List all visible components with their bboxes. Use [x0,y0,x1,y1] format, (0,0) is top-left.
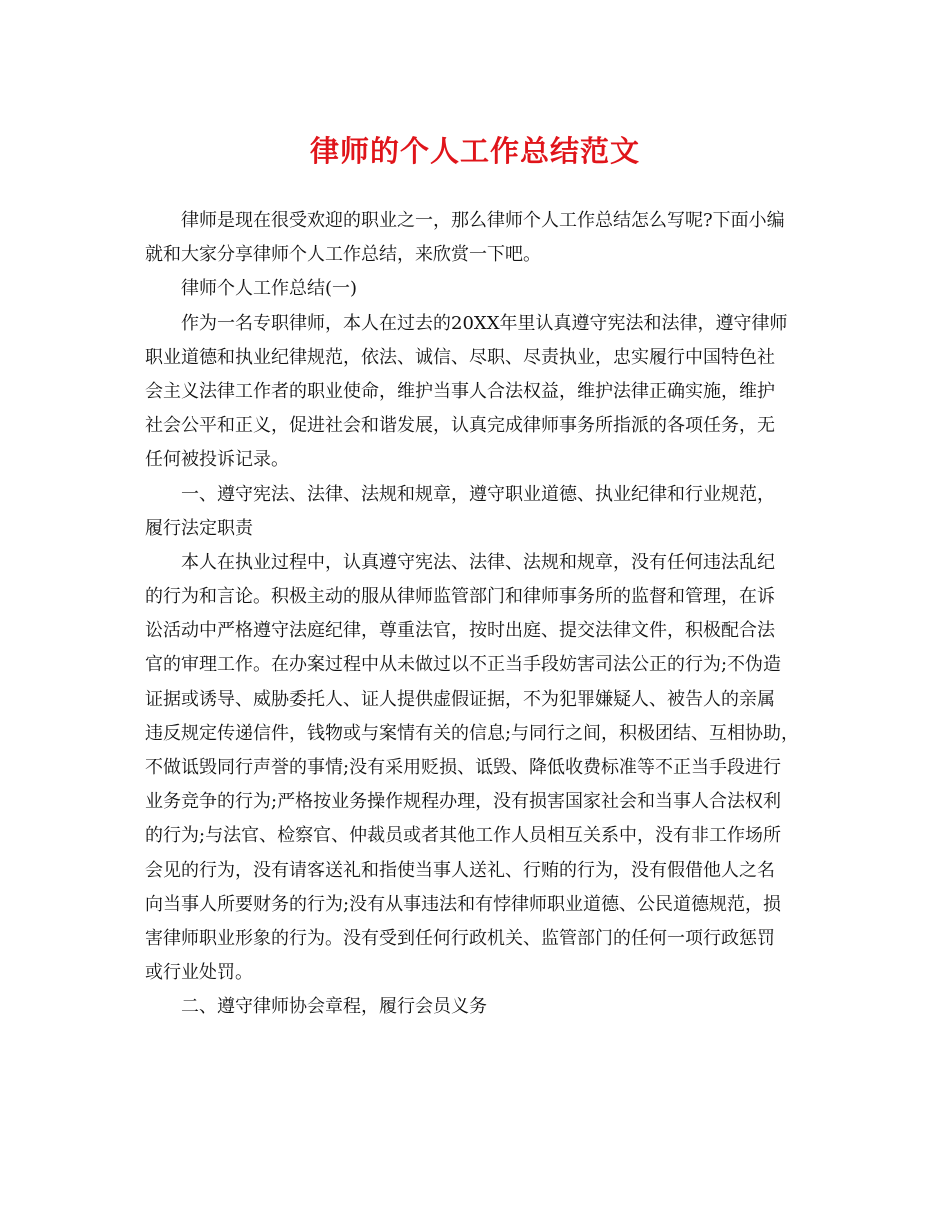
paragraph-line: 官的审理工作。在办案过程中从未做过以不正当手段妨害司法公正的行为;不伪造 [145,654,782,676]
paragraph-line: 向当事人所要财务的行为;没有从事违法和有悖律师职业道德、公民道德规范，损 [145,893,782,915]
paragraph-line: 会见的行为，没有请客送礼和指使当事人送礼、行贿的行为，没有假借他人之名 [145,859,775,881]
paragraph-line: 违反规定传递信件，钱物或与案情有关的信息;与同行之间，积极团结、互相协助， [145,722,800,744]
section-heading: 一、遵守宪法、法律、法规和规章，遵守职业道德、执业纪律和行业规范， [181,483,775,505]
paragraph-line: 职业道德和执业纪律规范，依法、诚信、尽职、尽责执业，忠实履行中国特色社 [145,346,775,368]
paragraph-line: 就和大家分享律师个人工作总结，来欣赏一下吧。 [145,244,541,266]
paragraph-line: 律师是现在很受欢迎的职业之一，那么律师个人工作总结怎么写呢?下面小编 [181,210,785,231]
paragraph-line: 的行为和言论。积极主动的服从律师监管部门和律师事务所的监督和管理，在诉 [145,586,775,608]
paragraph-line: 会主义法律工作者的职业使命，维护当事人合法权益，维护法律正确实施，维护 [145,380,775,402]
paragraph-line: 任何被投诉记录。 [145,449,289,471]
paragraph-line: 的行为;与法官、检察官、仲裁员或者其他工作人员相互关系中，没有非工作场所 [145,825,782,847]
section-heading: 履行法定职责 [145,517,253,539]
paragraph-line: 不做诋毁同行声誉的事情;没有采用贬损、诋毁、降低收费标准等不正当手段进行 [145,757,782,778]
paragraph-line: 证据或诱导、威胁委托人、证人提供虚假证据，不为犯罪嫌疑人、被告人的亲属 [145,688,775,710]
paragraph-line: 讼活动中严格遵守法庭纪律，尊重法官，按时出庭、提交法律文件，积极配合法 [145,620,775,642]
document-body [145,206,825,1027]
section-heading: 律师个人工作总结(一) [181,278,358,300]
paragraph-line: 害律师职业形象的行为。没有受到任何行政机关、监管部门的任何一项行政惩罚 [145,927,775,949]
paragraph-line: 或行业处罚。 [145,962,253,984]
section-heading: 二、遵守律师协会章程，履行会员义务 [181,996,487,1018]
document-title: 律师的个人工作总结范文 [309,134,640,168]
paragraph-line: 作为一名专职律师，本人在过去的20XX年里认真遵守宪法和法律，遵守律师 [181,312,788,334]
paragraph-line: 社会公平和正义，促进社会和谐发展，认真完成律师事务所指派的各项任务，无 [145,415,775,437]
paragraph-line: 业务竞争的行为;严格按业务操作规程办理，没有损害国家社会和当事人合法权利 [145,791,782,813]
paragraph-line: 本人在执业过程中，认真遵守宪法、法律、法规和规章，没有任何违法乱纪 [181,551,775,573]
